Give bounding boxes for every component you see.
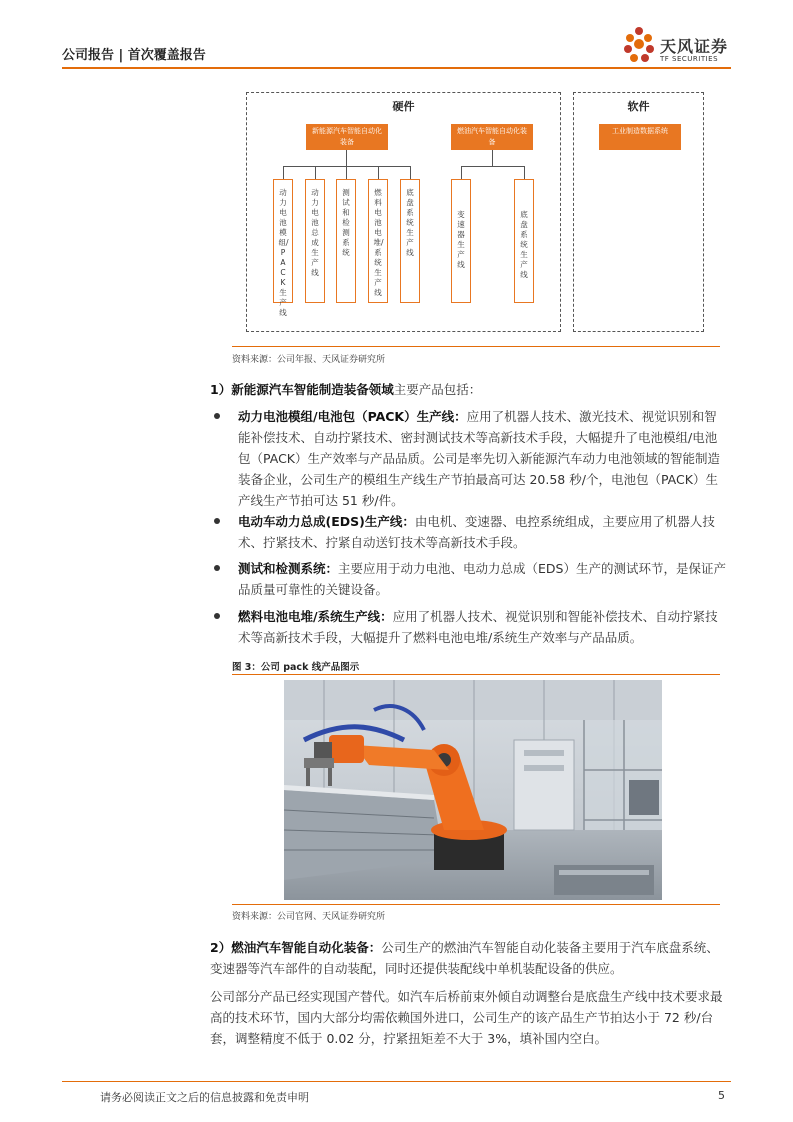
bullet-item	[238, 606, 728, 648]
fuel-item-box: 变速器生产线	[451, 179, 471, 303]
connector	[492, 150, 493, 166]
bullet-title: 电动车动力总成(EDS)生产线：	[238, 514, 415, 529]
bullet-item	[238, 406, 728, 511]
section1-heading	[210, 379, 720, 400]
report-type-title: 公司报告 | 首次覆盖报告	[62, 48, 206, 63]
connector	[378, 166, 379, 179]
bullet-item	[238, 511, 728, 553]
section2-title: 2）燃油汽车智能自动化装备：	[210, 940, 382, 955]
source-divider	[232, 346, 720, 347]
nev-item-box: 底盘系统生产线	[400, 179, 420, 303]
nev-equipment-box: 新能源汽车智能自动化装备	[306, 124, 388, 150]
nev-item-box: 测试和检测系统	[336, 179, 356, 303]
connector	[410, 166, 411, 179]
product-structure-diagram	[246, 90, 766, 335]
figure-title-divider	[232, 674, 720, 675]
logo-flower-icon	[620, 24, 658, 66]
connector	[346, 166, 347, 179]
nev-item-box: 动力电池模组/PACK生产线	[273, 179, 293, 303]
fuel-item-box: 底盘系统生产线	[514, 179, 534, 303]
header-divider	[62, 67, 731, 69]
bullet-title: 燃料电池电堆/系统生产线：	[238, 609, 393, 624]
software-system-box: 工业制造数据系统	[599, 124, 681, 150]
bullet-text: 应用了机器人技术、激光技术、视觉识别和智能补偿技术、自动拧紧技术、密封测试技术等高新技术手段，大幅提升了电池模组/电池包（PACK）生产效率与产品品质。公司是率先切入新能源汽车动力电池领域的智能制造装备企业，公司生产的模组生产线生产节拍最高可达 20.58 秒/个，电池包（PACK）生产线生产节拍可达 51 秒/件。	[238, 409, 720, 508]
section2-text: 公司生产的燃油汽车智能自动化装备主要用于汽车底盘系统、变速器等汽车部件的自动装配，同时还提供装配线中单机装配设备的供应。	[210, 940, 719, 976]
section1-title: 新能源汽车智能制造装备领域	[231, 382, 394, 397]
connector	[461, 166, 524, 167]
connector	[346, 150, 347, 166]
connector	[524, 166, 525, 179]
source-note: 资料来源：公司官网、天风证券研究所	[232, 912, 386, 922]
fuel-equipment-box: 燃油汽车智能自动化装备	[451, 124, 533, 150]
logo-chinese-text: 天风证券	[660, 37, 729, 56]
source-note: 资料来源：公司年报、天风证券研究所	[232, 355, 386, 365]
section1-suffix: 主要产品包括：	[393, 382, 482, 397]
footer-divider	[62, 1081, 731, 1082]
footer-disclaimer: 请务必阅读正文之后的信息披露和免责申明	[100, 1091, 309, 1104]
bullet-text: 由电机、变速器、电控系统组成，主要应用了机器人技术、拧紧技术、拧紧自动送钉技术等高新技术手段。	[238, 514, 715, 550]
bullet-dot	[214, 518, 220, 524]
nev-item-box: 燃料电池电堆/系统生产线	[368, 179, 388, 303]
source-divider	[232, 904, 720, 905]
bullet-dot	[214, 565, 220, 571]
connector	[315, 166, 316, 179]
pack-line-photo	[284, 680, 662, 900]
page-number: 5	[718, 1089, 725, 1102]
nev-item-box: 动力电池总成生产线	[305, 179, 325, 303]
bullet-dot	[214, 613, 220, 619]
robot-arm-image	[284, 680, 662, 900]
bullet-text: 应用了机器人技术、视觉识别和智能补偿技术、自动拧紧技术等高新技术手段，大幅提升了燃料电池电堆/系统生产效率与产品品质。	[238, 609, 718, 645]
hardware-title: 硬件	[392, 100, 415, 113]
bullet-title: 测试和检测系统：	[238, 561, 339, 576]
connector	[461, 166, 462, 179]
logo-english-text: TF SECURITIES	[660, 55, 719, 63]
section2-paragraph	[210, 937, 730, 979]
connector	[283, 166, 284, 179]
software-title: 软件	[627, 100, 650, 113]
bullet-title: 动力电池模组/电池包（PACK）生产线：	[238, 409, 467, 424]
bullet-item	[238, 558, 728, 600]
section1-number: 1）	[210, 382, 232, 397]
company-logo	[620, 24, 740, 68]
bullet-dot	[214, 413, 220, 419]
bullet-text: 主要应用于动力电池、电动力总成（EDS）生产的测试环节，是保证产品质量可靠性的关键设备。	[238, 561, 726, 597]
domestic-substitution-paragraph: 公司部分产品已经实现国产替代。如汽车后桥前束外倾自动调整台是底盘生产线中技术要求最高的技术环节，国内大部分均需依赖国外进口，公司生产的该产品生产节拍达小于 72 秒/台套，调整精度不低于 0.02 分，拧紧扭矩差不大于 3%，填补国内空白。	[210, 989, 723, 1046]
figure-title: 图 3：公司 pack 线产品图示	[232, 662, 360, 673]
